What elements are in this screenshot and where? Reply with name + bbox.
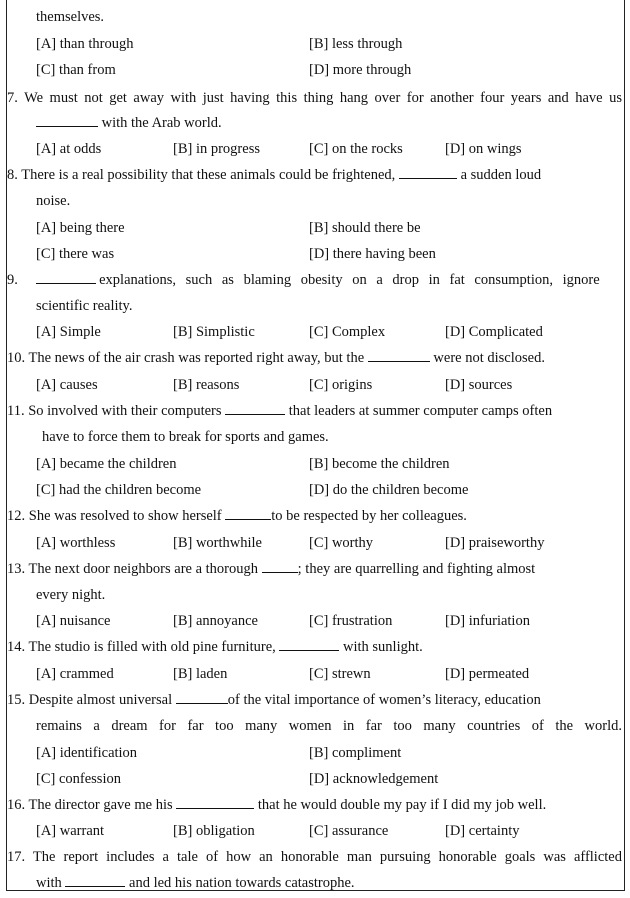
q9-option-d: [D] Complicated [445, 324, 543, 340]
q10-option-b: [B] reasons [173, 377, 240, 393]
q15-option-a: [A] identification [36, 745, 138, 761]
question-16-line-1 [7, 796, 546, 814]
q14-option-d: [D] permeated [445, 666, 530, 682]
q13-option-d: [D] infuriation [445, 613, 530, 629]
question-12-text-b: to be respected by her colleagues. [271, 508, 467, 524]
question-14-text-a: 14. The studio is filled with old pine furniture, [7, 639, 280, 655]
answer-blank [225, 507, 271, 520]
question-13-line-1 [7, 560, 622, 578]
question-13-line-2: every night. [36, 587, 106, 603]
q11-option-a: [A] became the children [36, 456, 177, 472]
question-15-text-a: 15. Despite almost universal [7, 692, 173, 708]
question-8-text-b: a sudden loud [460, 167, 542, 183]
question-17-line-1: 17. The report includes a tale of how an honorable man pursuing honorable goals was afflicted [7, 849, 622, 865]
question-7-line-1: 7. We must not get away with just having this thing hang over for another four years and have us [7, 90, 622, 106]
question-12-line-1 [7, 507, 467, 525]
question-17-text-b: and led his nation towards catastrophe. [129, 875, 355, 891]
answer-blank [279, 638, 339, 651]
question-7-line-2-text: with the Arab world. [98, 115, 222, 131]
q14-option-a: [A] crammed [36, 666, 114, 682]
question-14-text-b: with sunlight. [339, 639, 423, 655]
q10-option-a: [A] causes [36, 377, 98, 393]
q10-option-d: [D] sources [445, 377, 513, 393]
q9-option-c: [C] Complex [309, 324, 386, 340]
question-9-line-2: scientific reality. [36, 298, 133, 314]
question-17-text-a: with [36, 875, 62, 891]
question-11-line-2: have to force them to break for sports and games. [42, 429, 329, 445]
q9-option-b: [B] Simplistic [173, 324, 255, 340]
answer-blank [36, 114, 98, 127]
question-9-line-1 [7, 271, 622, 289]
q15-option-c: [C] confession [36, 771, 121, 787]
q15-option-d: [D] acknowledgement [309, 771, 439, 787]
q13-option-b: [B] annoyance [173, 613, 258, 629]
question-12-text-a: 12. She was resolved to show herself [7, 508, 226, 524]
q11-option-b: [B] become the children [309, 456, 450, 472]
answer-blank [36, 271, 96, 284]
question-17-line-2 [36, 874, 355, 892]
q8-option-b: [B] should there be [309, 220, 421, 236]
q6-option-c: [C] than from [36, 62, 116, 78]
question-11-text-b: that leaders at summer computer camps often [288, 403, 553, 419]
question-16-text-b: that he would double my pay if I did my job well. [254, 797, 547, 813]
question-10-line-1 [7, 349, 545, 367]
q13-option-c: [C] frustration [309, 613, 393, 629]
question-8-line-2: noise. [36, 193, 71, 209]
q14-option-b: [B] laden [173, 666, 228, 682]
q13-option-a: [A] nuisance [36, 613, 111, 629]
q9-option-a: [A] Simple [36, 324, 101, 340]
q8-option-c: [C] there was [36, 246, 115, 262]
q7-option-d: [D] on wings [445, 141, 522, 157]
question-15-line-2: remains a dream for far too many women in far too many countries of the world. [36, 718, 622, 734]
q16-option-a: [A] warrant [36, 823, 105, 839]
q12-option-b: [B] worthwhile [173, 535, 262, 551]
question-11-line-1 [7, 402, 622, 420]
q11-option-d: [D] do the children become [309, 482, 469, 498]
question-11-text-a: 11. So involved with their computers [7, 403, 222, 419]
q8-option-a: [A] being there [36, 220, 125, 236]
question-10-text-b: were not disclosed. [429, 350, 545, 366]
question-16-text-a: 16. The director gave me his [7, 797, 177, 813]
question-9-number: 9. [7, 272, 18, 288]
answer-blank [399, 166, 457, 179]
q6-option-d: [D] more through [309, 62, 412, 78]
question-6-continuation: themselves. [36, 9, 105, 25]
q16-option-c: [C] assurance [309, 823, 389, 839]
q7-option-a: [A] at odds [36, 141, 102, 157]
question-8-line-1 [7, 166, 622, 184]
answer-blank [176, 796, 254, 809]
q14-option-c: [C] strewn [309, 666, 371, 682]
q16-option-d: [D] certainty [445, 823, 520, 839]
q10-option-c: [C] origins [309, 377, 373, 393]
question-15-line-1 [7, 691, 622, 709]
q12-option-d: [D] praiseworthy [445, 535, 545, 551]
q12-option-a: [A] worthless [36, 535, 116, 551]
question-14-line-1 [7, 638, 423, 656]
question-7-line-2 [36, 114, 222, 132]
answer-blank [368, 349, 430, 362]
answer-blank [65, 874, 125, 887]
question-13-text-b: ; they are quarrelling and fighting almost [297, 561, 536, 577]
q15-option-b: [B] compliment [309, 745, 402, 761]
answer-blank [176, 691, 228, 704]
question-15-text-b: of the vital importance of women’s literacy, education [227, 692, 541, 708]
q12-option-c: [C] worthy [309, 535, 374, 551]
q16-option-b: [B] obligation [173, 823, 255, 839]
question-13-text-a: 13. The next door neighbors are a thorough [7, 561, 262, 577]
q11-option-c: [C] had the children become [36, 482, 202, 498]
answer-blank [225, 402, 285, 415]
q7-option-c: [C] on the rocks [309, 141, 403, 157]
q6-option-b: [B] less through [309, 36, 403, 52]
q7-option-b: [B] in progress [173, 141, 260, 157]
q6-option-a: [A] than through [36, 36, 134, 52]
q8-option-d: [D] there having been [309, 246, 436, 262]
question-8-text-a: 8. There is a real possibility that these animals could be frightened, [7, 167, 396, 183]
question-9-text: explanations, such as blaming obesity on a drop in fat consumption, ignore [99, 272, 600, 288]
answer-blank [262, 560, 298, 573]
question-10-text-a: 10. The news of the air crash was reported right away, but the [7, 350, 368, 366]
